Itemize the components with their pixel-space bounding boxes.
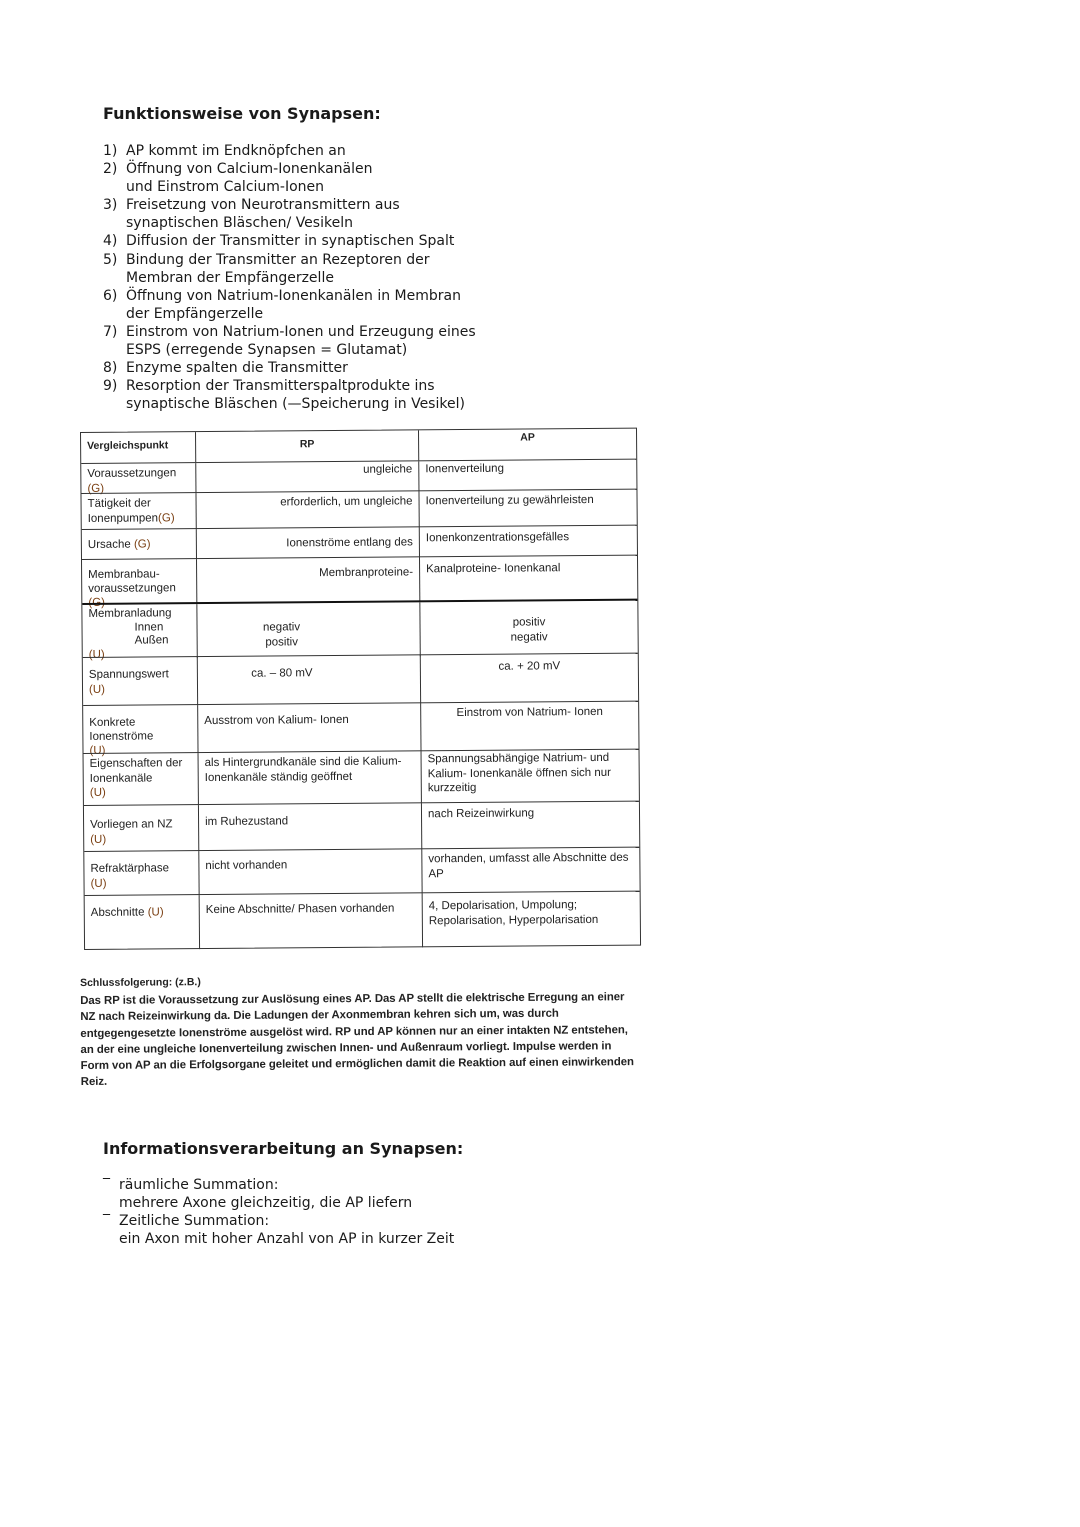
- table-header-row: [81, 429, 636, 463]
- sub-label-innen: Innen: [134, 620, 164, 634]
- row-label: Eigenschaften der Ionenkanäle: [89, 757, 183, 785]
- table-row: [84, 847, 639, 896]
- table-row: [82, 555, 637, 609]
- list-item: 6) Öffnung von Natrium-Ionenkanälen in Membran der Empfängerzelle: [103, 287, 461, 322]
- rp-innen: negativ: [262, 621, 301, 634]
- list-item: 9) Resorption der Transmitterspaltprodukte ins synaptische Bläschen (—Speicherung in Vesikel): [103, 378, 465, 413]
- rp-aussen: positiv: [265, 635, 298, 649]
- ap-cell: nach Reizeinwirkung: [421, 802, 639, 850]
- row-tag: (G): [88, 596, 105, 609]
- synapse-steps-list: [103, 142, 523, 413]
- table-row: [85, 891, 640, 950]
- row-tag: (U): [90, 877, 107, 890]
- row-label: Membranladung: [88, 607, 172, 620]
- ap-aussen: negativ: [510, 630, 548, 644]
- row-tag: (U): [88, 683, 106, 696]
- conclusion-title: Schlussfolgerung: (z.B.): [80, 976, 201, 989]
- row-tag: (U): [90, 833, 107, 846]
- sub-label-aussen: Außen: [134, 634, 169, 647]
- table-row: [84, 749, 639, 806]
- rp-cell: nicht vorhanden: [198, 849, 421, 895]
- list-item: [103, 1176, 454, 1212]
- list-item: 3) Freisetzung von Neurotransmittern aus synaptischen Bläschen/ Vesikeln: [103, 197, 400, 232]
- table-row: [84, 801, 639, 852]
- ap-cell: ca. + 20 mV: [420, 654, 638, 704]
- ap-cell: Kanalproteine- Ionenkanal: [419, 556, 637, 602]
- rp-cell: Ausstrom von Kalium- Ionen: [197, 703, 420, 753]
- table-row: [81, 489, 636, 530]
- summation-desc: mehrere Axone gleichzeitig, die AP liefern: [119, 1195, 413, 1212]
- ap-cell: vorhanden, umfasst alle Abschnitte des AP: [421, 848, 639, 894]
- row-label: Vorliegen an NZ: [90, 818, 173, 831]
- row-tag: (U): [89, 744, 106, 757]
- row-label: Spannungswert: [88, 668, 169, 681]
- list-item: 4) Diffusion der Transmitter in synaptischen Spalt: [103, 233, 455, 250]
- summation-term: Zeitliche Summation:: [119, 1213, 270, 1230]
- table-row: [83, 653, 638, 706]
- rp-cell: Membranproteine-: [196, 557, 419, 603]
- rp-cell: als Hintergrundkanäle sind die Kalium-Ionenkanäle ständig geöffnet: [198, 751, 421, 805]
- dash-bullet-icon: ‾: [103, 1177, 110, 1193]
- row-tag: (G): [87, 482, 105, 495]
- table-row: [83, 701, 638, 757]
- ap-cell: Ionenkonzentrationsgefälles: [419, 526, 637, 558]
- rp-cell: Ionenströme entlang des: [196, 527, 419, 559]
- list-item: 8) Enzyme spalten die Transmitter: [103, 360, 348, 377]
- ap-cell: Ionenverteilung: [418, 460, 636, 492]
- row-tag: (U): [88, 648, 105, 661]
- row-label: Abschnitte: [90, 906, 145, 919]
- list-item: 5) Bindung der Transmitter an Rezeptoren der Membran der Empfängerzelle: [103, 251, 430, 286]
- header-vergleichspunkt: Vergleichspunkt: [87, 439, 169, 452]
- ap-cell: Einstrom von Natrium- Ionen: [420, 702, 638, 752]
- row-tag: (G): [157, 511, 175, 524]
- rp-cell: ungleiche: [195, 461, 418, 493]
- rp-cell: im Ruhezustand: [198, 803, 421, 851]
- list-item: 1) AP kommt im Endknöpfchen an: [103, 143, 346, 159]
- conclusion-text: Das RP ist die Voraussetzung zur Auslösung eines AP. Das AP stellt die elektrische Erregung an einer NZ nach Reizeinwirkung da. Die Ladungen der Axonmembran kehren sich um, was durch entgegengesetzte Ionenströme ausgelöst wird. RP und AP können nur an einer intakten NZ entstehen, an der eine ungleiche Ionenverteilung zwischen Innen- und Außenraum vorliegt. Impulse werden in Form von AP an die Erfolgsorgane geleitet und ermöglichen damit die Reaktion auf einen einwirkenden Reiz.: [80, 991, 634, 1089]
- list-item: 2) Öffnung von Calcium-Ionenkanälen und Einstrom Calcium-Ionen: [103, 161, 373, 196]
- row-tag: (U): [89, 786, 106, 799]
- rp-cell: erforderlich, um ungleiche: [195, 491, 418, 529]
- dash-bullet-icon: ‾: [103, 1213, 110, 1230]
- row-label: Konkrete Ionenströme: [89, 716, 154, 743]
- section-title-informationsverarbeitung: Informationsverarbeitung an Synapsen:: [103, 1139, 464, 1158]
- rp-ap-comparison-table: [80, 428, 641, 950]
- table-row: [82, 596, 637, 661]
- list-item: 7) Einstrom von Natrium-Ionen und Erzeugung eines ESPS (erregende Synapsen = Glutamat): [103, 323, 476, 359]
- ap-cell: Ionenverteilung zu gewährleisten: [418, 490, 636, 528]
- row-tag: (U): [147, 906, 164, 919]
- row-label: Voraussetzungen: [87, 467, 177, 480]
- rp-cell: ca. – 80 mV: [197, 655, 420, 705]
- section-title-synapsen-funktion: Funktionsweise von Synapsen:: [103, 104, 381, 123]
- list-item: [103, 1212, 454, 1248]
- ap-innen: positiv: [512, 616, 546, 629]
- summation-list: [103, 1176, 454, 1248]
- ap-cell: 4, Depolarisation, Umpolung; Repolarisation, Hyperpolarisation: [422, 892, 640, 948]
- row-label: Refraktärphase: [90, 862, 170, 875]
- summation-term: räumliche Summation:: [119, 1177, 279, 1193]
- row-tag: (G): [133, 538, 151, 551]
- row-label: Tätigkeit der Ionenpumpen: [87, 497, 159, 525]
- header-rp: RP: [195, 430, 418, 462]
- row-label: Ursache: [87, 538, 131, 551]
- conclusion-block: [80, 971, 641, 1090]
- rp-cell: Keine Abschnitte/ Phasen vorhanden: [199, 893, 422, 949]
- summation-desc: ein Axon mit hoher Anzahl von AP in kurzer Zeit: [119, 1231, 455, 1248]
- ap-cell: Spannungsabhängige Natrium- und Kalium- Ionenkanäle öffnen sich nur kurzzeitig: [421, 750, 639, 804]
- row-label: Membranbau-voraussetzungen: [88, 568, 176, 595]
- header-ap: AP: [418, 429, 636, 461]
